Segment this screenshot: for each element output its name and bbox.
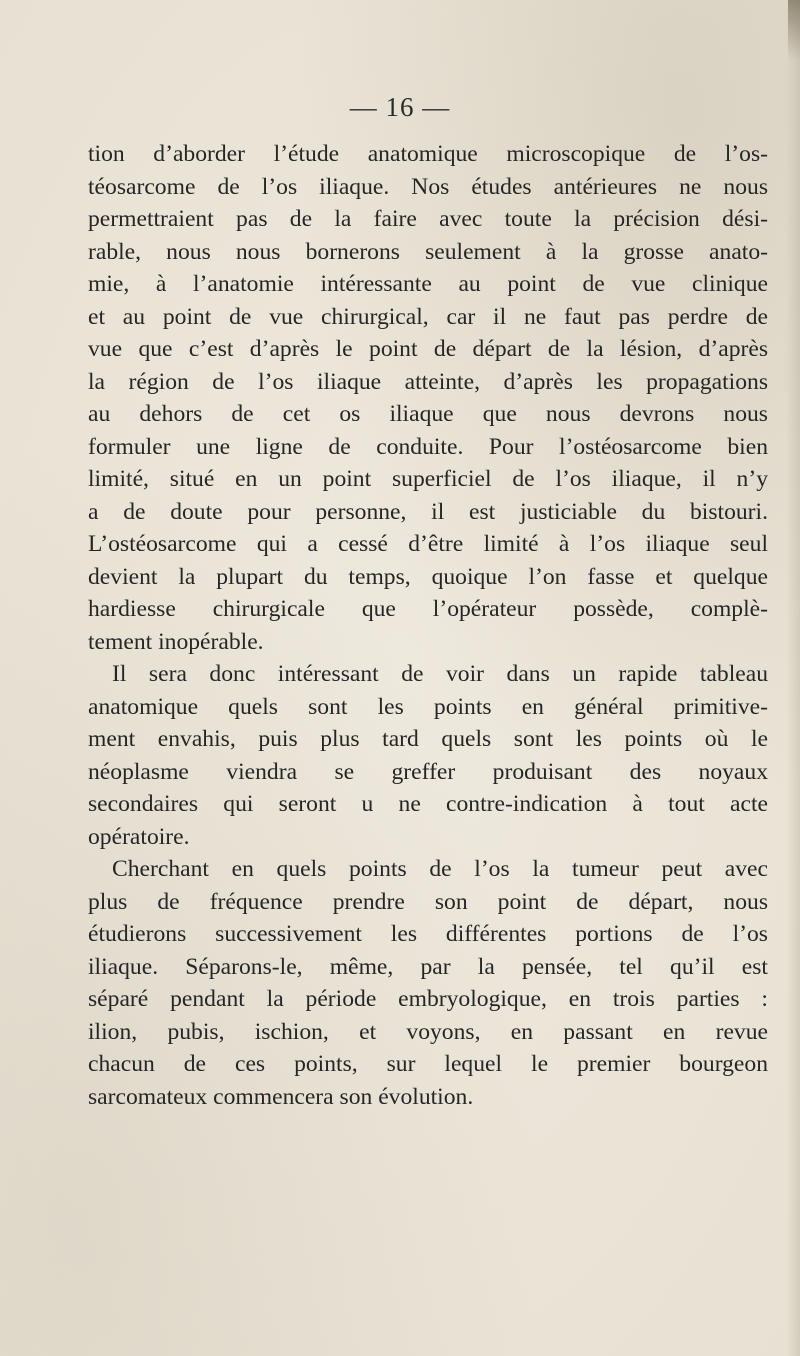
text-line: hardiesse chirurgicale que l’opérateur possède, complè- [88, 596, 768, 622]
text-line: ment envahis, puis plus tard quels sont les points où le [88, 726, 768, 752]
text-line: permettraient pas de la faire avec toute la précision dési- [88, 206, 768, 232]
body-text [88, 138, 768, 1113]
text-line: formuler une ligne de conduite. Pour l’ostéosarcome bien [88, 433, 768, 460]
text-line: mie, à l’anatomie intéressante au point de vue clinique [88, 271, 768, 297]
text-line: téosarcome de l’os iliaque. Nos études antérieures ne nous [88, 173, 768, 200]
text-line: rable, nous nous bornerons seulement à la grosse anato- [88, 238, 768, 265]
paragraph [88, 138, 768, 658]
text-line: opératoire. [88, 823, 190, 850]
text-line: sarcomateux commencera son évolution. [88, 1083, 474, 1110]
text-line: étudierons successivement les différentes portions de l’os [88, 921, 768, 947]
text-line: a de doute pour personne, il est justiciable du bistouri. [88, 498, 768, 525]
text-line: et au point de vue chirurgical, car il ne faut pas perdre de [88, 303, 768, 330]
text-line: iliaque. Séparons-le, même, par la pensée, tel qu’il est [88, 953, 768, 980]
page-corner-shadow [788, 0, 800, 60]
paragraph [88, 853, 768, 1113]
text-line: anatomique quels sont les points en général primitive- [88, 693, 768, 720]
text-line: au dehors de cet os iliaque que nous devrons nous [88, 401, 768, 427]
text-line: secondaires qui seront u ne contre-indication à tout acte [88, 791, 768, 817]
text-line: tement inopérable. [88, 628, 264, 655]
text-line: séparé pendant la période embryologique, en trois parties : [88, 986, 768, 1012]
page-number: — 16 — [349, 92, 451, 122]
text-line: néoplasme viendra se greffer produisant des noyaux [88, 758, 768, 785]
text-line: chacun de ces points, sur lequel le premier bourgeon [88, 1051, 768, 1077]
text-line: L’ostéosarcome qui a cessé d’être limité à l’os iliaque seul [88, 531, 768, 557]
text-line: ilion, pubis, ischion, et voyons, en passant en revue [88, 1018, 768, 1045]
text-line: limité, situé en un point superficiel de l’os iliaque, il n’y [88, 466, 768, 492]
page-edge-shadow [786, 0, 800, 1356]
paragraph [88, 658, 768, 853]
text-line: devient la plupart du temps, quoique l’on fasse et quelque [88, 563, 768, 590]
text-line: plus de fréquence prendre son point de départ, nous [88, 888, 768, 915]
text-line: Il sera donc intéressant de voir dans un rapide tableau [112, 661, 768, 687]
text-line: la région de l’os iliaque atteinte, d’après les propagations [88, 368, 768, 395]
text-line: vue que c’est d’après le point de départ de la lésion, d’après [88, 336, 768, 362]
text-line: tion d’aborder l’étude anatomique microscopique de l’os- [88, 141, 768, 167]
text-line: Cherchant en quels points de l’os la tumeur peut avec [112, 856, 768, 882]
